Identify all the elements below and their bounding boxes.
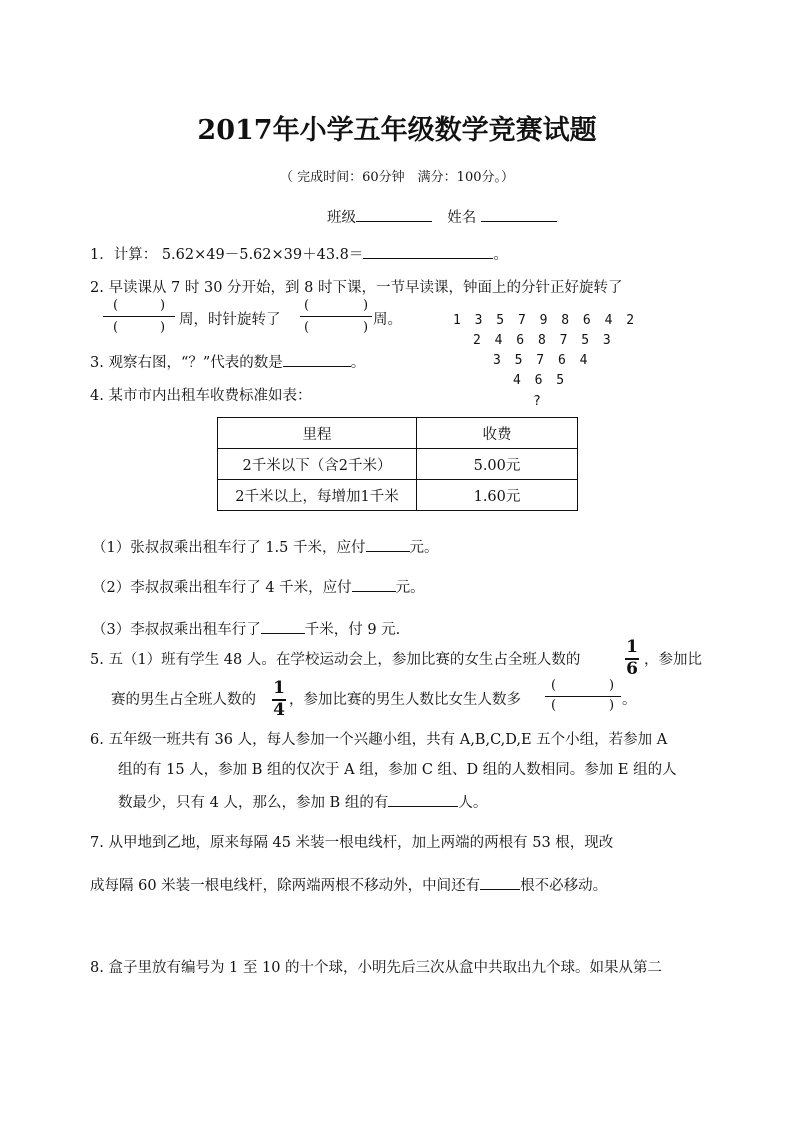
q7-line2-end: 根不必移动。: [520, 878, 608, 894]
pyramid-row-3: 3 5 7 6 4: [493, 353, 588, 368]
question-5-line1-end: ，参加比: [644, 652, 702, 668]
q5-answer-fraction[interactable]: [545, 678, 621, 718]
frac2-num-open: (: [304, 298, 310, 313]
sub1-text: （1）张叔叔乘出租车行了 1.5 千米，应付: [92, 540, 366, 556]
class-blank[interactable]: [356, 205, 432, 222]
page-title: 2017年小学五年级数学竞赛试题: [197, 115, 597, 146]
sub3-text: （3）李叔叔乘出租车行了: [92, 622, 261, 638]
frac-1-4-num: 1: [273, 678, 285, 698]
question-4-text: 4. 某市市内出租车收费标准如表：: [90, 388, 312, 404]
exam-info: （ 完成时间：60分钟 满分：100分。）: [280, 170, 514, 185]
q2-fraction-2[interactable]: [300, 298, 372, 338]
q5-fraction-1-6: [624, 637, 640, 681]
name-label: 姓名: [447, 210, 477, 226]
table-row: [218, 449, 578, 480]
sub3-blank[interactable]: [261, 617, 305, 634]
table-row: [218, 480, 578, 511]
question-5-line2-pre: 赛的男生占全班人数的: [111, 692, 256, 708]
pyramid-row-5: ?: [533, 394, 541, 409]
q7-answer-blank[interactable]: [480, 873, 520, 890]
fare-table: [217, 417, 578, 511]
frac1-den-open: (: [113, 320, 119, 335]
frac-1-4-den: 4: [273, 700, 285, 720]
question-6-line2: 组的有 15 人，参加 B 组的仅次于 A 组，参加 C 组、D 组的人数相同。参加 E 组的人: [118, 762, 677, 778]
table-cell: 1.60元: [417, 480, 578, 511]
question-6-line3: [118, 790, 487, 813]
q3-answer-blank[interactable]: [283, 350, 351, 367]
question-1: [90, 242, 508, 265]
sub1-end: 元。: [409, 540, 439, 556]
question-5-line1: 5. 五（1）班有学生 48 人。在学校运动会上，参加比赛的女生占全班人数的: [90, 652, 581, 668]
frac-1-6-num: 1: [626, 637, 638, 657]
q2-fraction-1[interactable]: [103, 298, 175, 338]
question-2-line1: 2. 早读课从 7 时 30 分开始，到 8 时下课，一节早读课，钟面上的分针正好旋转了: [90, 280, 623, 296]
sub2-end: 元。: [395, 580, 425, 596]
pyramid-row-4: 4 6 5: [513, 373, 565, 388]
table-cell: 5.00元: [417, 449, 578, 480]
table-header-distance: 里程: [218, 418, 417, 449]
q7-line2-text: 成每隔 60 米装一根电线杆，除两端两根不移动外，中间还有: [90, 878, 481, 894]
frac-1-6-den: 6: [626, 659, 638, 679]
question-3-text: 3. 观察右图，“？”代表的数是: [90, 355, 283, 371]
frac2-num-close: ): [363, 298, 369, 313]
question-1-end: 。: [493, 247, 508, 263]
question-6-line1: 6. 五年级一班共有 36 人，每人参加一个兴趣小组，共有 A,B,C,D,E 五个小组，若参加 A: [90, 732, 668, 748]
q6-line3-end: 人。: [458, 795, 488, 811]
q2-after-frac2: 周。: [373, 312, 402, 328]
frac2-den-close: ): [363, 320, 369, 335]
table-cell: 2千米以上，每增加1千米: [218, 480, 417, 511]
sub2-text: （2）李叔叔乘出租车行了 4 千米，应付: [92, 580, 352, 596]
frac1-den-close: ): [160, 320, 166, 335]
table-cell: 2千米以下（含2千米）: [218, 449, 417, 480]
q6-answer-blank[interactable]: [388, 790, 458, 807]
question-8-line1: 8. 盒子里放有编号为 1 至 10 的十个球，小明先后三次从盒中共取出九个球。如果从第二: [90, 960, 663, 976]
question-3: [90, 350, 365, 373]
question-7-line1: 7. 从甲地到乙地，原来每隔 45 米装一根电线杆，加上两端的两根有 53 根，现改: [90, 835, 614, 851]
question-7-line2: [90, 873, 607, 896]
question-1-text: 1．计算： 5.62×49－5.62×39＋43.8＝: [90, 247, 364, 263]
sub2-blank[interactable]: [352, 575, 396, 592]
q5-fraction-1-4: [271, 678, 287, 722]
q5-den-close: ): [609, 698, 615, 713]
pyramid-row-2: 2 4 6 8 7 5 3: [473, 333, 611, 348]
frac2-den-open: (: [304, 320, 310, 335]
table-header-row: [218, 418, 578, 449]
q1-answer-blank[interactable]: [363, 242, 493, 259]
frac2-line: [300, 316, 372, 317]
student-info: [327, 205, 557, 228]
q5-frac-line: [545, 696, 621, 697]
q5-num-close: ): [609, 678, 615, 693]
question-5-line2-mid: ，参加比赛的男生人数比女生人数多: [289, 692, 521, 708]
question-5-line2-end: 。: [622, 692, 637, 708]
q2-after-frac1: 周，时针旋转了: [179, 312, 281, 328]
frac1-num-close: ): [160, 298, 166, 313]
q5-den-open: (: [551, 698, 557, 713]
pyramid-row-1: 1 3 5 7 9 8 6 4 2: [453, 313, 635, 328]
frac1-line: [103, 316, 175, 317]
q5-num-open: (: [551, 678, 557, 693]
question-4-sub1: [92, 535, 439, 558]
question-4-sub3: [92, 617, 400, 640]
sub3-end: 千米，付 9 元.: [304, 622, 401, 638]
question-4-sub2: [92, 575, 425, 598]
name-blank[interactable]: [481, 205, 557, 222]
question-3-end: 。: [350, 355, 366, 371]
table-header-fee: 收费: [417, 418, 578, 449]
sub1-blank[interactable]: [366, 535, 410, 552]
q6-line3-text: 数最少，只有 4 人，那么，参加 B 组的有: [118, 795, 389, 811]
class-label: 班级: [327, 210, 356, 226]
frac1-num-open: (: [113, 298, 119, 313]
